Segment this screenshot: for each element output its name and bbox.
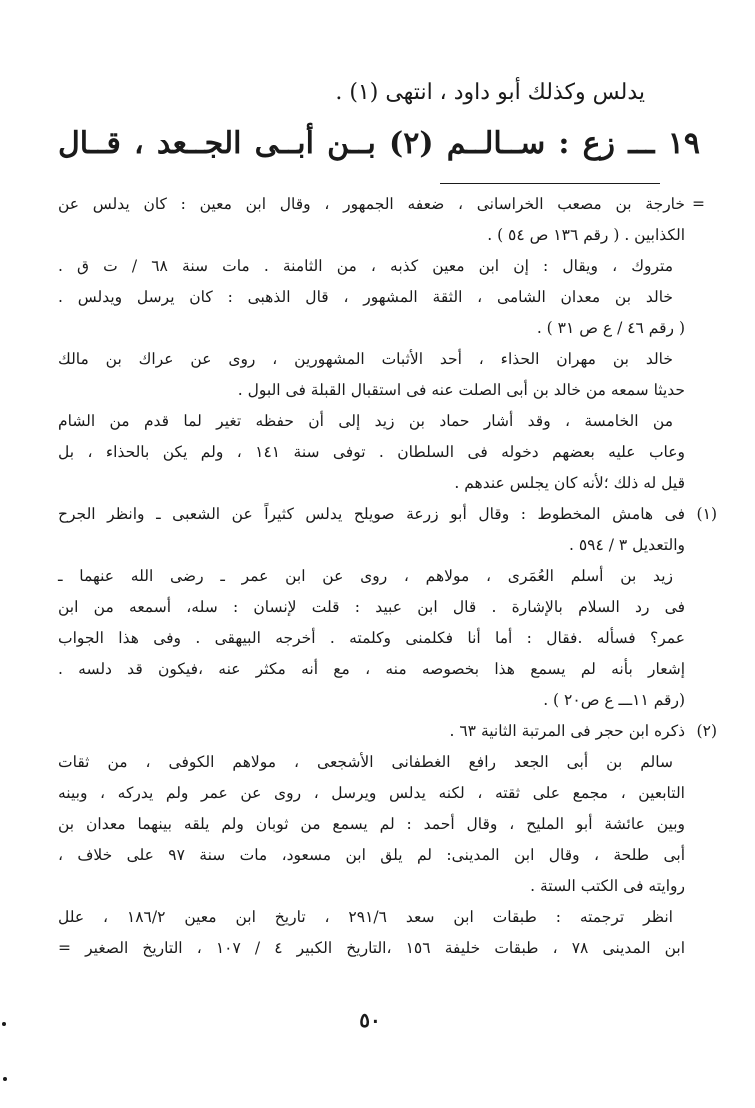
scan-speck xyxy=(2,1022,6,1026)
footnote-line: من الخامسة ، وقد أشار حماد بن زيد إلى أن حفظه تغير لما قدم من الشام xyxy=(58,412,673,430)
footnote-line: = خارجة بن مصعب الخراسانى ، ضعفه الجمهور ، وقال ابن معين : كان يدلس عن xyxy=(58,195,705,213)
scan-speck xyxy=(3,1077,7,1081)
footnote-2: (٢) ذكره ابن حجر فى المرتبة الثانية ٦٣ . xyxy=(449,722,717,740)
footnote-line: خالد بن معدان الشامى ، الثقة المشهور ، قال الذهبى : كان يرسل ويدلس . xyxy=(58,288,673,306)
footnote-line: أبى طلحة ، وقال ابن المدينى: لم يلق ابن مسعود، مات سنة ٩٧ على خلاف ، xyxy=(58,846,685,864)
footnote-line: والتعديل ٣ / ٥٩٤ . xyxy=(568,536,685,554)
continuation-mark: = xyxy=(692,195,705,213)
footnote-line: فى رد السلام بالإشارة . قال ابن عبيد : قلت لإنسان : سله، أسمعه من ابن xyxy=(58,598,685,616)
footnote-line: روايته فى الكتب الستة . xyxy=(530,877,685,895)
footnote-line: (رقم ١١ـــ ع ص٢٠ ) . xyxy=(543,691,685,709)
footnote-line: خالد بن مهران الحذاء ، أحد الأثبات المشهورين ، روى عن عراك بن مالك xyxy=(58,350,673,368)
footnote-line: وعاب عليه بعضهم دخوله فى السلطان . توفى سنة ١٤١ ، ولم يكن بالحذاء ، بل xyxy=(58,443,685,461)
footnote-marker: (٢) xyxy=(696,722,717,740)
footnote-line: ابن المدينى ٧٨ ، طبقات خليفة ١٥٦ ،التاريخ الكبير ٤ / ١٠٧ ، التاريخ الصغير = xyxy=(58,939,686,957)
footnote-line: سالم بن أبى الجعد رافع الغطفانى الأشجعى ، مولاهم الكوفى ، من ثقات xyxy=(58,753,673,771)
footnote-marker: (١) xyxy=(696,505,717,523)
footnote-line: قيل له ذلك ؛لأنه كان يجلس عندهم . xyxy=(454,474,685,492)
footnote-line: زيد بن أسلم العُمَرى ، مولاهم ، روى عن ابن عمر ـ رضى الله عنهما ـ xyxy=(58,567,673,585)
main-text-line: يدلس وكذلك أبو داود ، انتهى (١) . xyxy=(335,80,645,105)
footnote-line: ( رقم ٤٦ / ع ص ٣١ ) . xyxy=(536,319,685,337)
footnote-1: (١) فى هامش المخطوط : وقال أبو زرعة صويلح يدلس كثيراً عن الشعبى ـ وانظر الجرح xyxy=(58,505,717,523)
entry-heading: ١٩ ـــ زع : ســالــم (٢) بــن أبــى الجــعد ، قــال xyxy=(58,126,700,161)
footnote-line: عمر؟ فسأله .فقال : أما أنا فكلمنى وكلمته . أخرجه البيهقى . وفى هذا الجواب xyxy=(58,629,685,647)
page-number: ٥٠ xyxy=(359,1008,381,1032)
footnote-line: متروك ، ويقال : إن ابن معين كذبه ، من الثامنة . مات سنة ٦٨ / ت ق . xyxy=(58,257,673,275)
footnote-line: انظر ترجمته : طبقات ابن سعد ٢٩١/٦ ، تاريخ ابن معين ١٨٦/٢ ، علل xyxy=(58,908,673,926)
footnote-line: حديثا سمعه من خالد بن أبى الصلت عنه فى استقبال القبلة فى البول . xyxy=(237,381,685,399)
footnote-line: الكذابين . ( رقم ١٣٦ ص ٥٤ ) . xyxy=(487,226,685,244)
footnote-line: وبين عائشة أبو المليح ، وقال أحمد : لم يسمع من ثوبان ولم يلقه بينهما معدان بن xyxy=(58,815,685,833)
footnote-separator xyxy=(440,183,660,184)
footnote-line: التابعين ، مجمع على ثقته ، لكنه يدلس ويرسل ، روى عن عمر ولم يدركه ، وبينه xyxy=(58,784,685,802)
footnote-line: إشعار بأنه لم يسمع هذا بخصوصه منه ، مع أنه مكثر عنه ،فيكون قد دلسه . xyxy=(58,660,685,678)
